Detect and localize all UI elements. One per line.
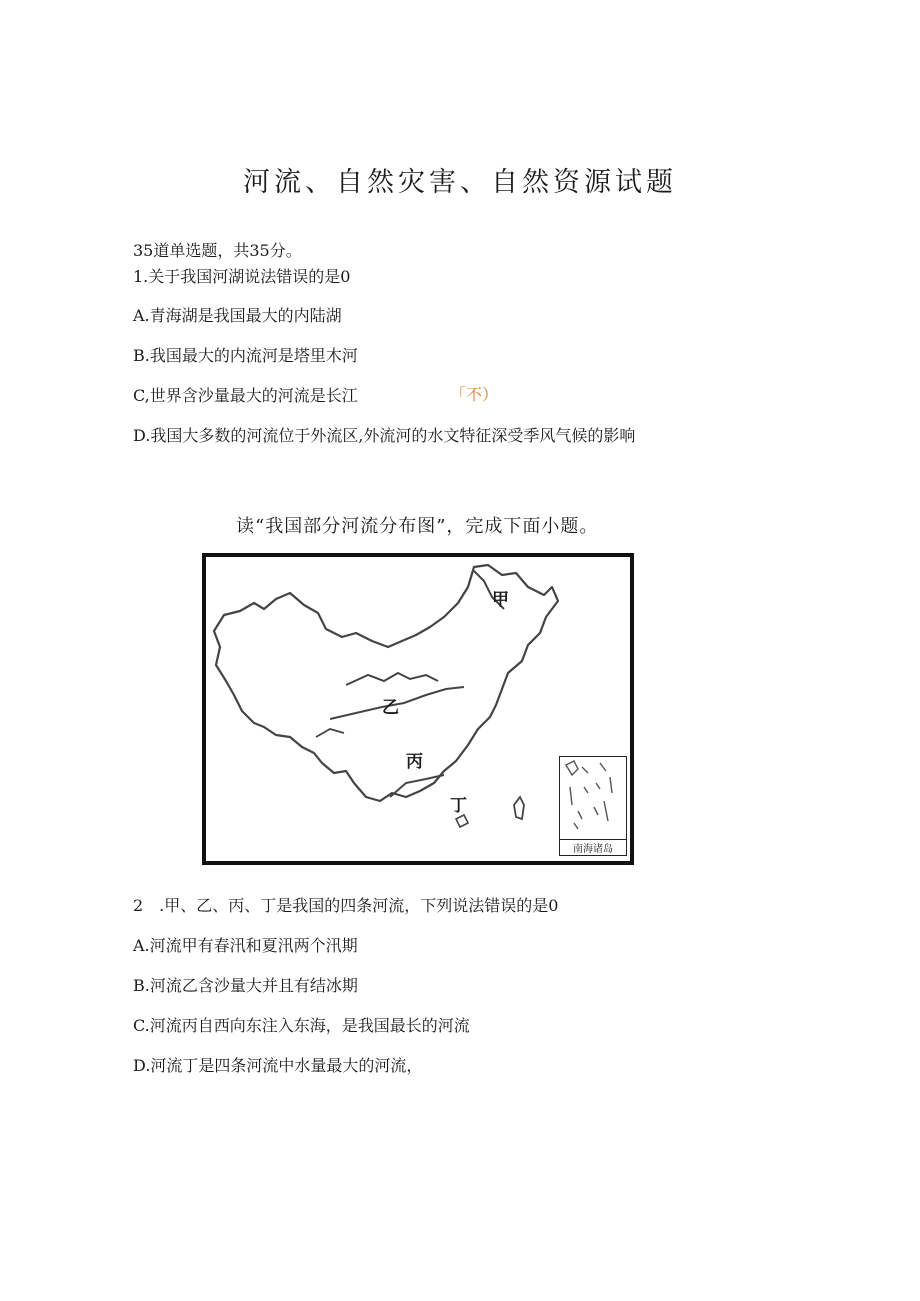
river-label-bing: 丙: [406, 752, 423, 772]
river-label-jia: 甲: [492, 590, 509, 610]
question-1-option-b: B.我国最大的内流河是塔里木河: [133, 346, 358, 365]
page-title: 河流、自然灾害、自然资源试题: [243, 167, 677, 198]
question-2-option-b: B.河流乙含沙量大并且有结冰期: [133, 976, 358, 995]
river-label-ding: 丁: [450, 796, 467, 816]
question-1-option-c: C,世界含沙量最大的河流是长江: [133, 386, 358, 405]
south-china-sea-inset: [559, 756, 627, 856]
answer-mark: 「不）: [450, 385, 499, 404]
inset-label: 南海诸岛: [560, 839, 626, 855]
question-2-option-a: A.河流甲有春汛和夏汛两个汛期: [133, 936, 358, 955]
question-1-stem: 1.关于我国河湖说法错误的是0: [133, 267, 351, 286]
question-1-option-a: A.青海湖是我国最大的内陆湖: [133, 306, 342, 325]
intro-text: 35道单选题，共35分。: [133, 241, 302, 260]
question-1-option-d: D.我国大多数的河流位于外流区,外流河的水文特征深受季风气候的影响: [133, 426, 636, 445]
question-2-stem: 2 .甲、乙、丙、丁是我国的四条河流，下列说法错误的是0: [133, 896, 559, 915]
question-2-option-d: D.河流丁是四条河流中水量最大的河流，: [133, 1056, 423, 1075]
map-caption: 读“我国部分河流分布图”，完成下面小题。: [236, 516, 599, 537]
river-label-yi: 乙: [382, 698, 399, 718]
question-2-option-c: C.河流丙自西向东注入东海，是我国最长的河流: [133, 1016, 470, 1035]
inset-map-icon: [560, 757, 625, 839]
